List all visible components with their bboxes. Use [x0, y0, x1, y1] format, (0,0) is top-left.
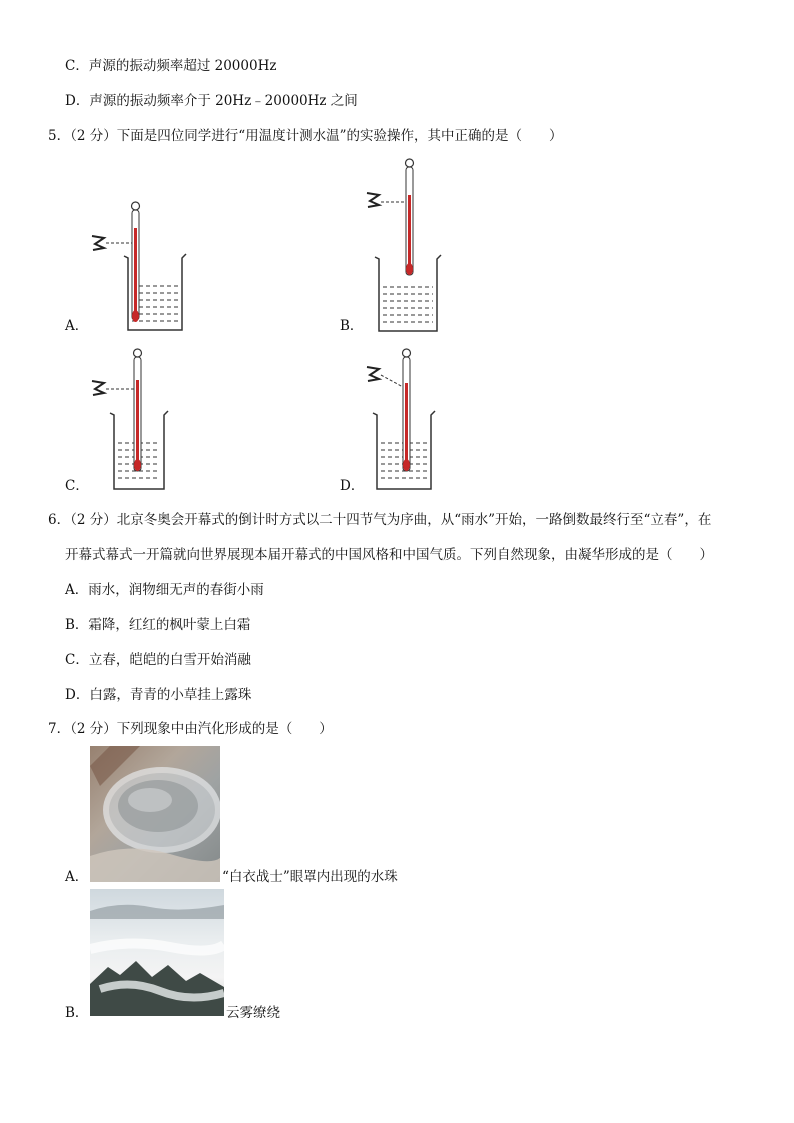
thermometer-beaker-d-illustration — [365, 345, 475, 493]
q7-stem: 7．（2 分）下列现象中由汽化形成的是（ ） — [48, 721, 333, 737]
q4-option-c: C．声源的振动频率超过 20000Hz — [65, 58, 277, 74]
q5-label-b: B． — [340, 318, 364, 334]
thermometer-beaker-b-illustration — [365, 155, 475, 335]
q5-label-a: A． — [65, 318, 89, 334]
q6-stem-line2: 开幕式幕式一开篇就向世界展现本届开幕式的中国风格和中国气质。下列自然现象，由凝华形成的是（ ） — [65, 547, 713, 563]
q5-figure-d — [365, 345, 475, 497]
q6-option-b: B．霜降，红红的枫叶蒙上白霜 — [65, 617, 251, 633]
q7-label-b: B． — [65, 1005, 89, 1021]
q7-caption-a: “白衣战士”眼罩内出现的水珠 — [222, 869, 398, 885]
q6-stem-line1: 6．（2 分）北京冬奥会开幕式的倒计时方式以二十四节气为序曲，从“雨水”开始，一路倒数最终行至“立春”，在 — [48, 512, 712, 528]
q7-label-a: A． — [65, 869, 89, 885]
q5-label-d: D． — [340, 478, 365, 494]
q5-label-c: C． — [65, 478, 89, 494]
q5-figure-c — [90, 345, 200, 497]
q5-stem: 5．（2 分）下面是四位同学进行“用温度计测水温”的实验操作，其中正确的是（ ） — [48, 128, 563, 144]
thermometer-beaker-c-illustration — [90, 345, 200, 493]
clouds-mountains-photo — [90, 889, 224, 1016]
q7-caption-b: 云雾缭绕 — [226, 1005, 280, 1021]
q6-option-c: C．立春，皑皑的白雪开始消融 — [65, 652, 251, 668]
thermometer-beaker-a-illustration — [90, 198, 200, 333]
q5-figure-b — [365, 155, 475, 339]
q6-option-a: A．雨水，润物细无声的春街小雨 — [65, 582, 264, 598]
goggles-fog-photo — [90, 746, 220, 882]
q6-option-d: D．白露，青青的小草挂上露珠 — [65, 687, 252, 703]
q5-figure-a — [90, 198, 200, 337]
q4-option-d: D．声源的振动频率介于 20Hz﹣20000Hz 之间 — [65, 93, 358, 109]
